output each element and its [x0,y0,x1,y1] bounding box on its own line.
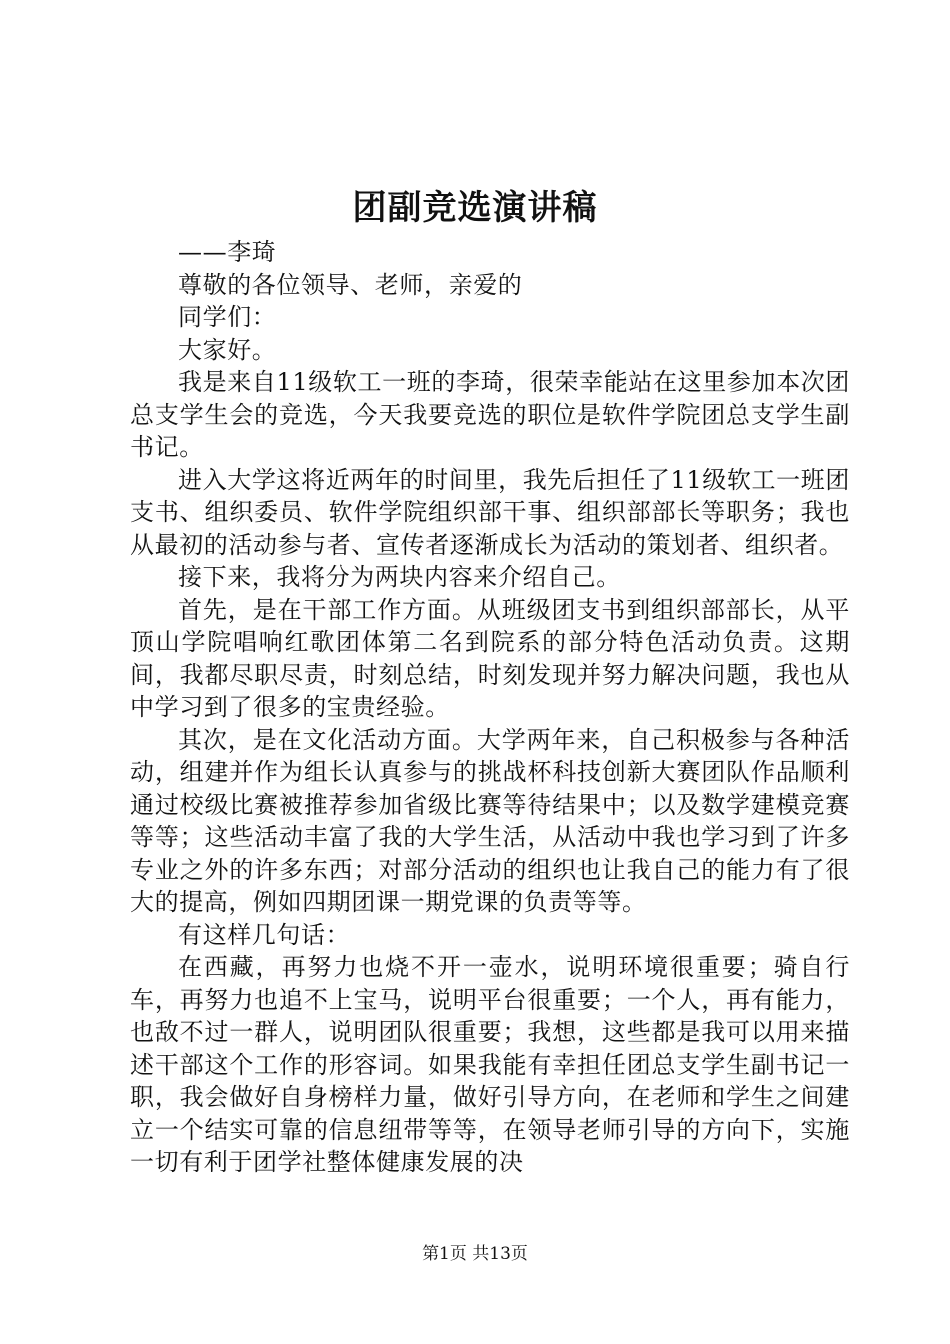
paragraph-experience: 进入大学这将近两年的时间里，我先后担任了11级软工一班团支书、组织委员、软件学院组织部干事、组织部部长等职务；我也从最初的活动参与者、宣传者逐渐成长为活动的策划者、组织者。 [130,465,850,559]
paragraph-sayings-lead: 有这样几句话： [178,920,351,949]
paragraph-sayings: 在西藏，再努力也烧不开一壶水，说明环境很重要；骑自行车，再努力也追不上宝马，说明平台很重要；一个人，再有能力，也敌不过一群人，说明团队很重要；我想，这些都是我可以用来描述干部这个工作的形容词。如果我能有幸担任团总支学生副书记一职，我会做好自身榜样力量，做好引导方向，在老师和学生之间建立一个结实可靠的信息纽带等等，在领导老师引导的方向下，实施一切有利于团学社整体健康发展的决 [130,953,850,1176]
salutation-line: 尊敬的各位领导、老师，亲爱的 [178,270,523,299]
author-line: ——李琦 [178,238,277,266]
greeting: 大家好。 [178,335,277,364]
document-body [130,236,850,1179]
paragraph-intro: 我是来自11级软工一班的李琦，很荣幸能站在这里参加本次团总支学生会的竞选，今天我要竞选的职位是软件学院团总支学生副书记。 [130,368,850,461]
paragraph-cultural-activities: 其次，是在文化活动方面。大学两年来，自己积极参与各种活动，组建并作为组长认真参与的挑战杯科技创新大赛团队作品顺利通过校级比赛被推荐参加省级比赛等待结果中；以及数学建模竞赛等等；这些活动丰富了我的大学生活，从活动中我也学习到了许多专业之外的许多东西；对部分活动的组织也让我自己的能力有了很大的提高，例如四期团课一期党课的负责等等。 [130,725,850,916]
document-title: 团副竞选演讲稿 [352,188,598,228]
paragraph-cadre-work: 首先，是在干部工作方面。从班级团支书到组织部部长，从平顶山学院唱响红歌团体第二名到院系的部分特色活动负责。这期间，我都尽职尽责，时刻总结，时刻发现并努力解决问题，我也从中学习到了很多的宝贵经验。 [130,595,850,721]
salutation-line-2: 同学们： [178,303,277,331]
paragraph-transition: 接下来，我将分为两块内容来介绍自己。 [178,563,621,591]
page-footer: 第1页 共13页 [422,1244,528,1264]
